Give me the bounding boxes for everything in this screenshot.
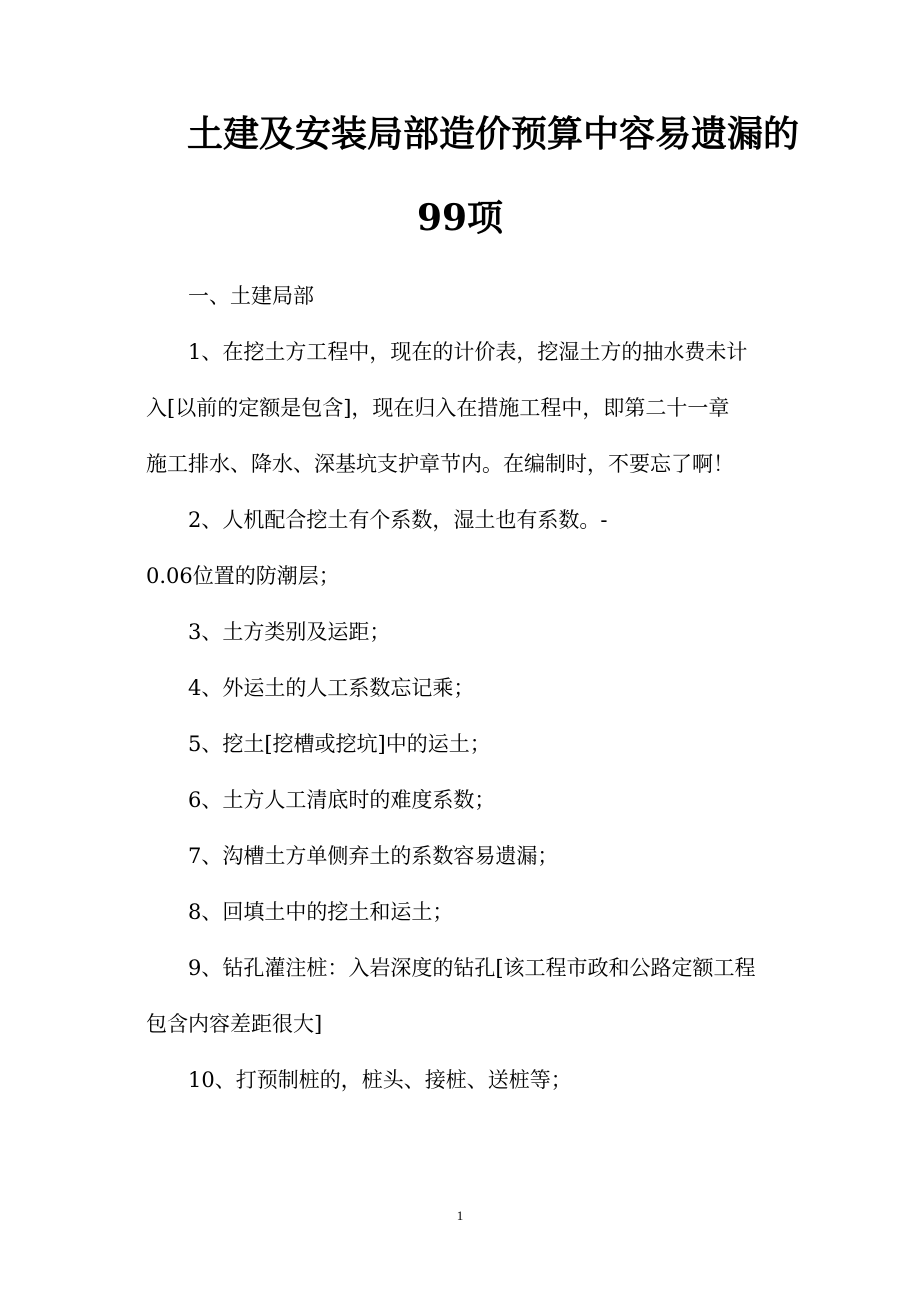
title-line-1: 土建及安装局部造价预算中容易遗漏的: [186, 113, 799, 155]
item-9-line-2: 包含内容差距很大]: [146, 1012, 323, 1036]
item-9-line-1: 9、钻孔灌注桩：入岩深度的钻孔[该工程市政和公路定额工程: [188, 956, 756, 980]
item-5: 5、挖土[挖槽或挖坑]中的运土；: [188, 732, 491, 756]
item-2-line-1: 2、人机配合挖土有个系数，湿土也有系数。-: [188, 508, 608, 532]
page-number: 1: [456, 1208, 464, 1223]
item-7: 7、沟槽土方单侧弃土的系数容易遗漏；: [188, 844, 559, 868]
item-3: 3、土方类别及运距；: [188, 620, 391, 644]
item-4: 4、外运土的人工系数忘记乘；: [188, 676, 475, 700]
item-2-line-2: 0.06位置的防潮层；: [146, 564, 340, 588]
item-6: 6、土方人工清底时的难度系数；: [188, 788, 496, 812]
item-1-line-3: 施工排水、降水、深基坑支护章节内。在编制时，不要忘了啊！: [146, 452, 734, 476]
item-8: 8、回填土中的挖土和运土；: [188, 900, 454, 924]
title-line-2: 99项: [416, 197, 504, 239]
item-1-line-1: 1、在挖土方工程中，现在的计价表，挖湿土方的抽水费未计: [188, 340, 748, 364]
section-heading: 一、土建局部: [188, 284, 314, 308]
item-1-line-2: 入[以前的定额是包含]，现在归入在措施工程中，即第二十一章: [146, 396, 730, 420]
item-10: 10、打预制桩的，桩头、接桩、送桩等；: [188, 1068, 572, 1092]
